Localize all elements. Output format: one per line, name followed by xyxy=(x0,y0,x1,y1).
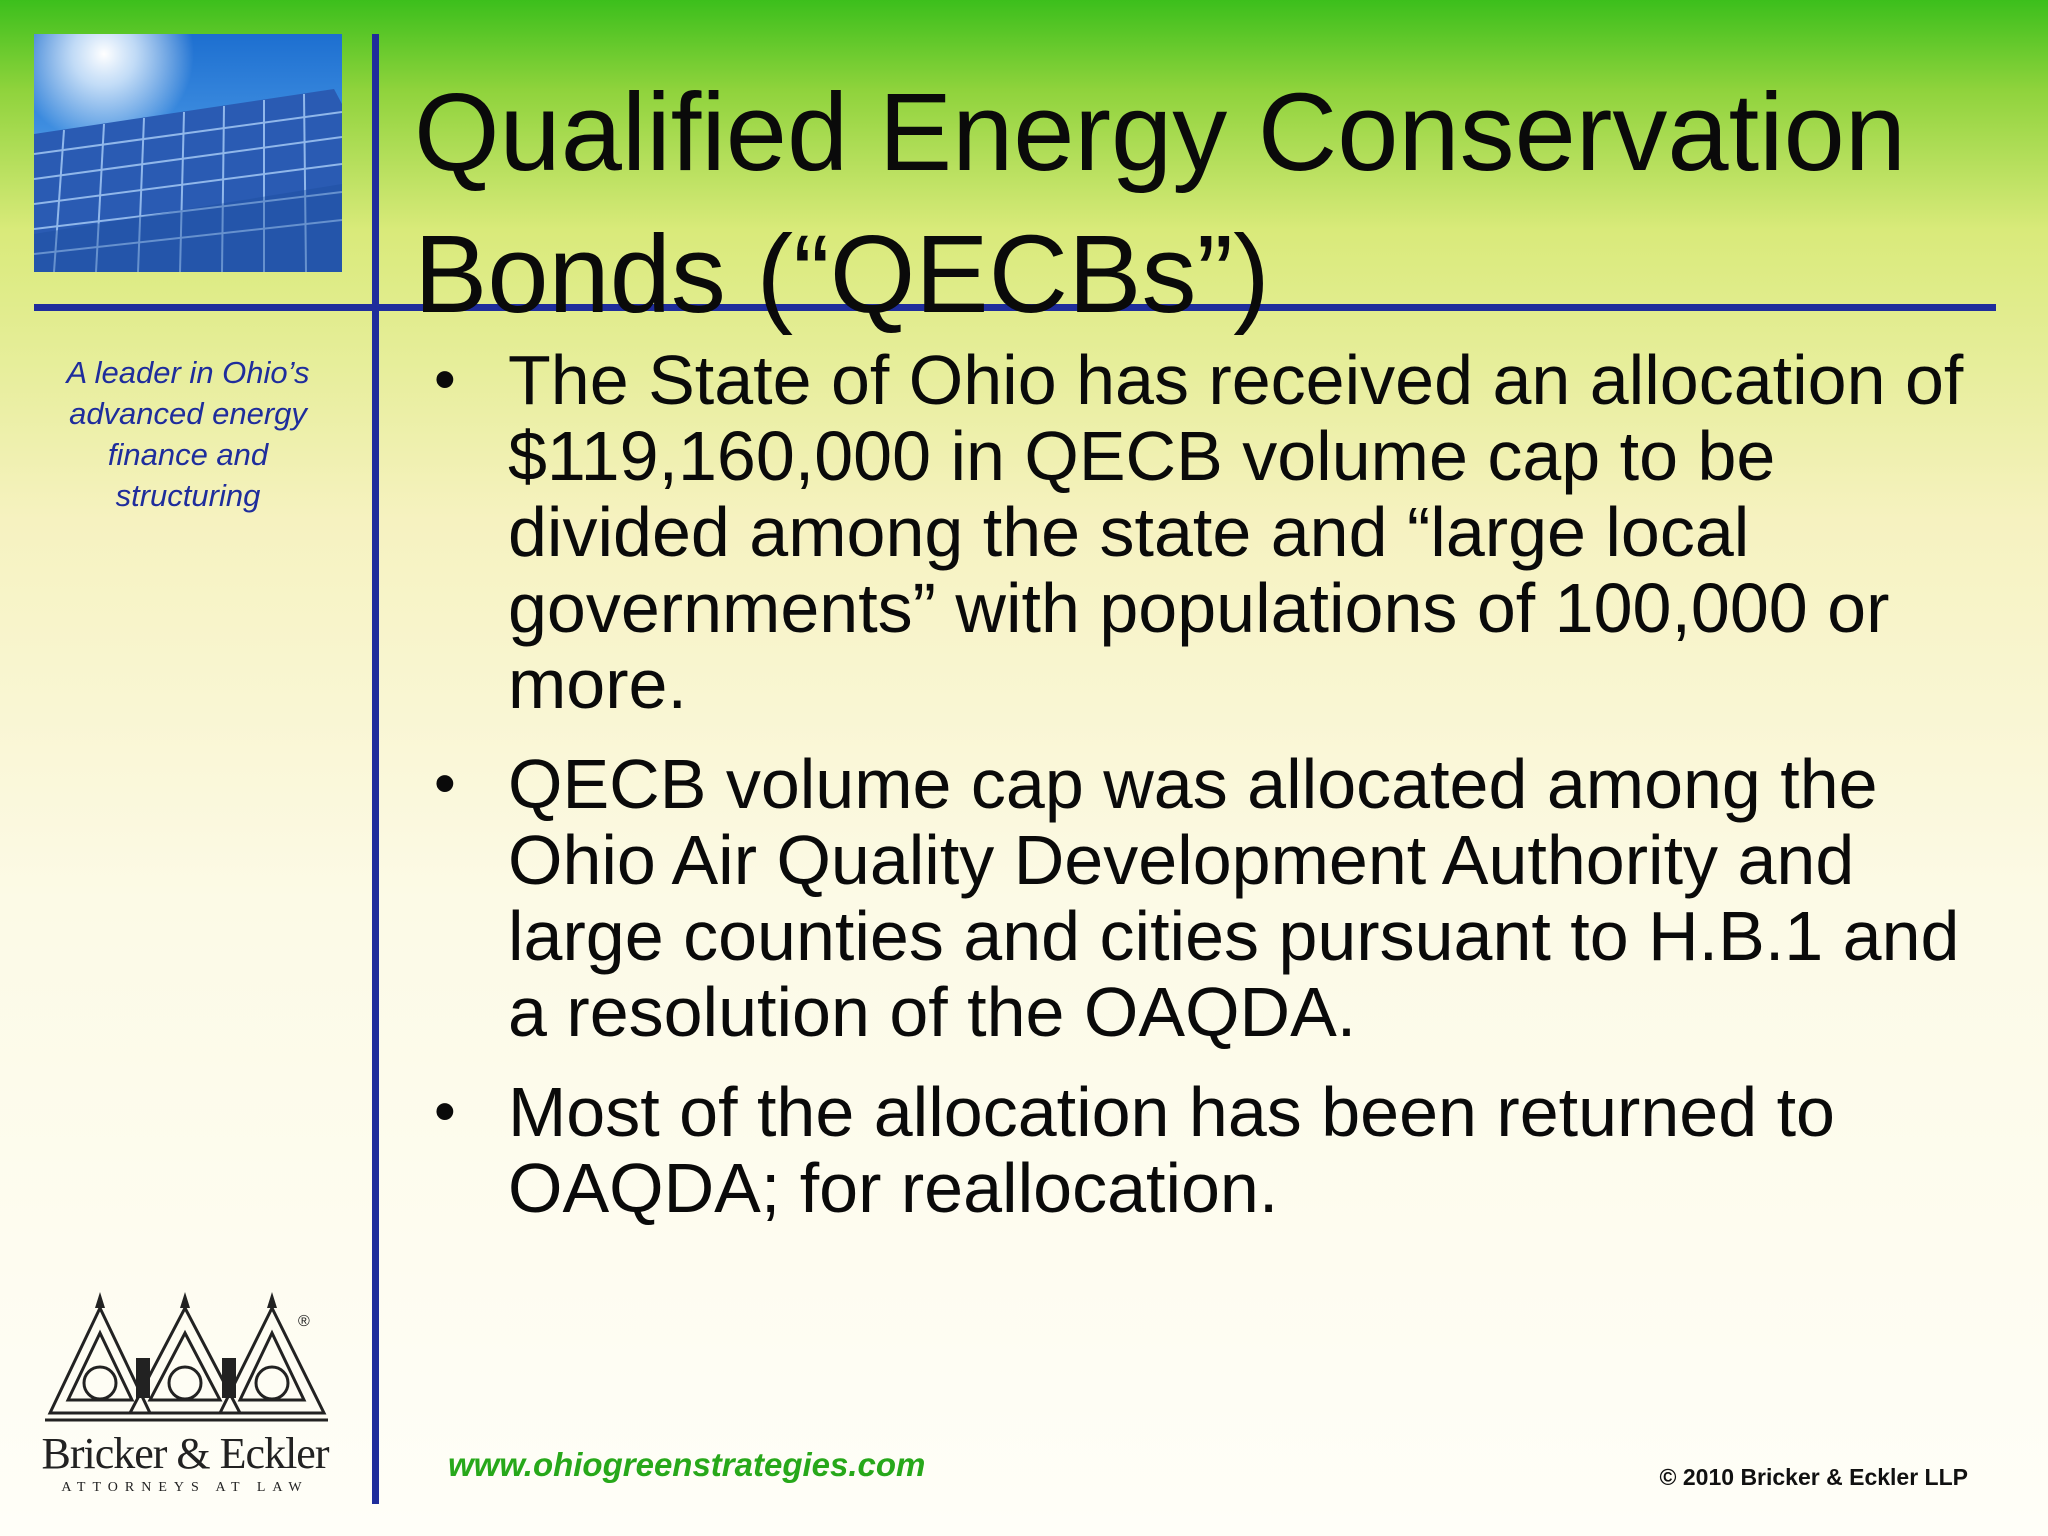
bullet-dot-icon: • xyxy=(434,1077,456,1146)
logo-subtitle: ATTORNEYS AT LAW xyxy=(61,1480,309,1495)
bricker-eckler-logo xyxy=(40,1288,330,1495)
three-gabled-building-logo-icon xyxy=(40,1288,330,1428)
bullet-item xyxy=(414,746,1974,1050)
slide-title xyxy=(414,62,2014,346)
copyright-notice: © 2010 Bricker & Eckler LLP xyxy=(1659,1464,1968,1490)
slide-title-line-2: Bonds (“QECBs”) xyxy=(414,213,1270,336)
bullet-item xyxy=(414,1074,1974,1226)
logo-name: Bricker & Eckler xyxy=(41,1429,329,1478)
bullet-text: The State of Ohio has received an allocation of $119,160,000 in QECB volume cap to be divided among the state and “large local governments” with populations of 100,000 or more. xyxy=(508,341,1964,723)
solar-panel-photo xyxy=(34,34,342,272)
slide-title-line-1: Qualified Energy Conservation xyxy=(414,71,1906,194)
tagline: A leader in Ohio’s advanced energy finance and structuring xyxy=(66,355,310,513)
website-link[interactable]: www.ohiogreenstrategies.com xyxy=(448,1446,926,1483)
bullet-dot-icon: • xyxy=(434,345,456,414)
bullet-text: Most of the allocation has been returned to OAQDA; for reallocation. xyxy=(508,1073,1835,1227)
bullet-text: QECB volume cap was allocated among the Ohio Air Quality Development Authority and large counties and cities pursuant to H.B.1 and a resolution of the OAQDA. xyxy=(508,745,1960,1051)
bullet-dot-icon: • xyxy=(434,749,456,818)
bullet-list xyxy=(414,342,1974,1250)
registered-mark: ® xyxy=(298,1313,310,1330)
bullet-item xyxy=(414,342,1974,722)
vertical-divider xyxy=(372,34,379,1504)
